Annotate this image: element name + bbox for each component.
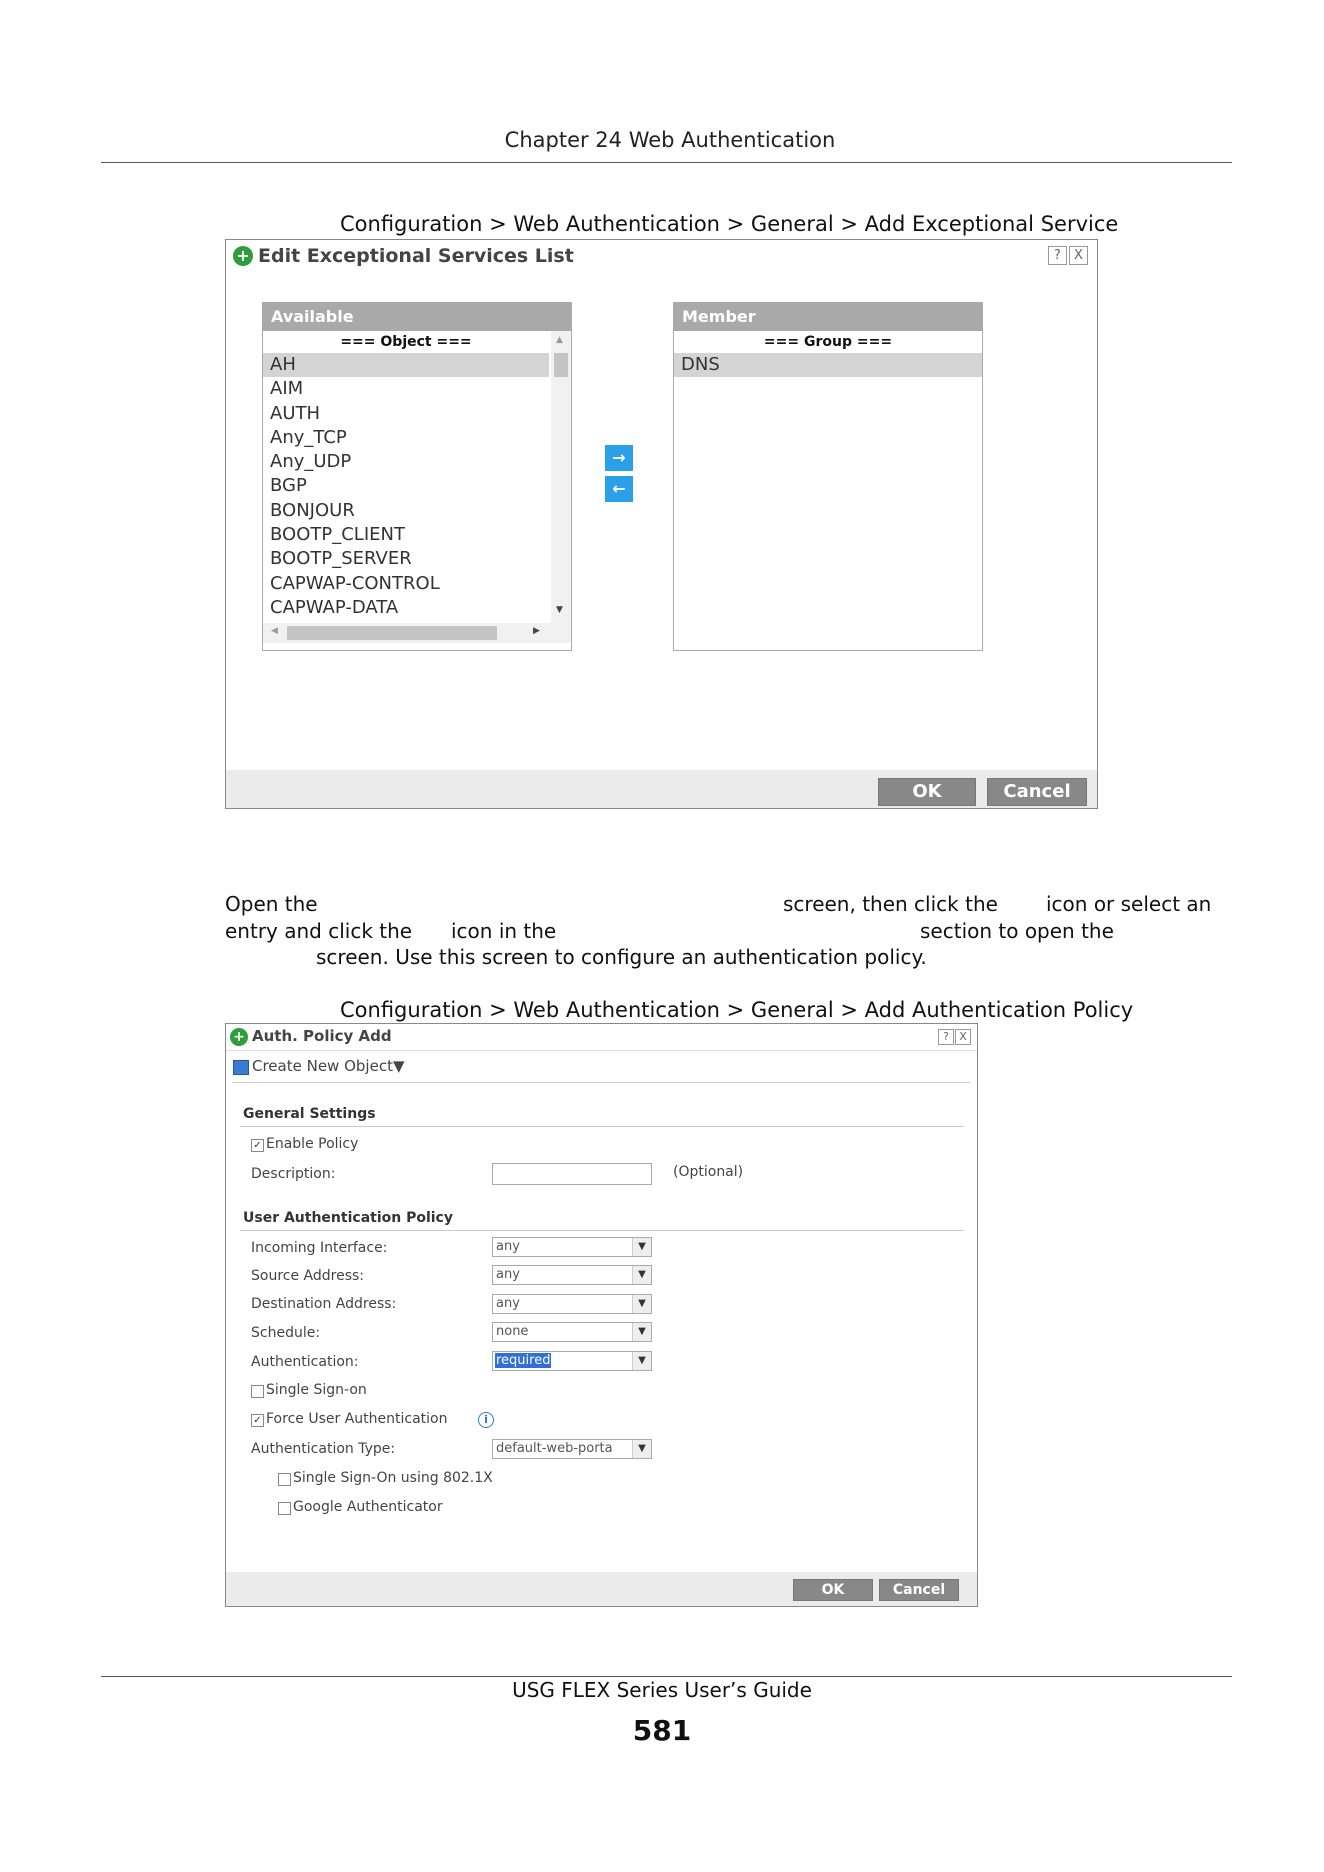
user-auth-policy-rule bbox=[240, 1230, 964, 1231]
authentication-select[interactable] bbox=[492, 1351, 652, 1371]
member-listbox[interactable] bbox=[673, 302, 983, 651]
header-rule bbox=[101, 162, 1232, 163]
single-sign-on-checkbox[interactable] bbox=[251, 1385, 264, 1398]
optional-label: (Optional) bbox=[673, 1164, 744, 1180]
vertical-scrollbar[interactable] bbox=[551, 331, 571, 623]
window-title: Auth. Policy Add bbox=[252, 1027, 392, 1045]
list-item[interactable]: CAPWAP-CONTROL bbox=[270, 572, 440, 594]
title-divider bbox=[226, 1050, 977, 1051]
schedule-label: Schedule: bbox=[251, 1325, 321, 1341]
list-item[interactable]: BOOTP_SERVER bbox=[270, 548, 412, 570]
para-line2-c: section to open the bbox=[920, 919, 1114, 943]
add-icon: + bbox=[233, 246, 253, 266]
create-new-object-menu[interactable]: Create New Object▼ bbox=[252, 1057, 405, 1075]
auth-type-value: default-web-porta bbox=[496, 1441, 613, 1456]
group-subheader: === Group === bbox=[763, 334, 893, 350]
chevron-down-icon[interactable]: ▼ bbox=[632, 1323, 651, 1341]
general-settings-heading: General Settings bbox=[243, 1106, 376, 1122]
destination-address-select[interactable] bbox=[492, 1294, 652, 1314]
incoming-interface-value: any bbox=[496, 1239, 520, 1254]
available-items bbox=[263, 353, 549, 620]
cancel-button[interactable]: Cancel bbox=[987, 778, 1087, 806]
list-item[interactable]: Any_UDP bbox=[270, 451, 352, 473]
list-item[interactable]: DNS bbox=[674, 353, 982, 377]
chevron-down-icon[interactable]: ▼ bbox=[632, 1266, 651, 1284]
source-address-value: any bbox=[496, 1267, 520, 1282]
auth-type-label: Authentication Type: bbox=[251, 1441, 396, 1457]
create-object-icon bbox=[233, 1060, 249, 1075]
member-header: Member bbox=[674, 303, 982, 331]
info-icon[interactable]: i bbox=[478, 1412, 494, 1428]
force-user-auth-label: Force User Authentication bbox=[266, 1411, 448, 1427]
help-icon[interactable]: ? bbox=[938, 1029, 954, 1045]
add-icon: + bbox=[230, 1028, 248, 1046]
list-item[interactable]: AUTH bbox=[270, 402, 321, 424]
chevron-down-icon[interactable]: ▼ bbox=[632, 1238, 651, 1256]
force-user-auth-checkbox[interactable]: ✓ bbox=[251, 1414, 264, 1427]
para-line3: screen. Use this screen to configure an authentication policy. bbox=[316, 945, 927, 969]
authentication-value: required bbox=[496, 1353, 551, 1368]
figure1-caption: Configuration > Web Authentication > General > Add Exceptional Service bbox=[340, 212, 1119, 236]
google-authenticator-checkbox[interactable] bbox=[278, 1502, 291, 1515]
google-authenticator-label: Google Authenticator bbox=[293, 1499, 443, 1515]
para-line1-c: icon or select an bbox=[1046, 892, 1212, 916]
incoming-interface-select[interactable] bbox=[492, 1237, 652, 1257]
general-settings-rule bbox=[240, 1126, 964, 1127]
enable-policy-label: Enable Policy bbox=[266, 1136, 359, 1152]
footer-rule bbox=[101, 1676, 1232, 1677]
list-item[interactable]: CAPWAP-DATA bbox=[270, 596, 399, 618]
toolbar-divider bbox=[232, 1082, 970, 1083]
scroll-right-icon[interactable]: ▶ bbox=[533, 626, 540, 636]
cancel-button[interactable]: Cancel bbox=[879, 1579, 959, 1601]
auth-type-select[interactable] bbox=[492, 1439, 652, 1459]
available-listbox[interactable] bbox=[262, 302, 572, 651]
window-title: Edit Exceptional Services List bbox=[258, 245, 574, 267]
incoming-interface-label: Incoming Interface: bbox=[251, 1240, 388, 1256]
para-line1-a: Open the bbox=[225, 892, 318, 916]
list-item[interactable]: Any_TCP bbox=[270, 426, 347, 448]
auth-policy-add-window bbox=[225, 1023, 978, 1607]
list-item[interactable]: AH bbox=[263, 353, 549, 377]
guide-title: USG FLEX Series User’s Guide bbox=[512, 1678, 812, 1702]
scroll-thumb[interactable] bbox=[554, 353, 568, 377]
chevron-down-icon[interactable]: ▼ bbox=[632, 1295, 651, 1313]
schedule-select[interactable] bbox=[492, 1322, 652, 1342]
close-icon[interactable]: X bbox=[1069, 246, 1088, 265]
object-subheader: === Object === bbox=[340, 334, 472, 350]
scroll-left-icon[interactable]: ◀ bbox=[271, 626, 278, 636]
chevron-down-icon[interactable]: ▼ bbox=[632, 1440, 651, 1458]
source-address-select[interactable] bbox=[492, 1265, 652, 1285]
page-number: 581 bbox=[632, 1714, 692, 1747]
list-item[interactable]: BOOTP_CLIENT bbox=[270, 524, 405, 546]
description-label: Description: bbox=[251, 1166, 336, 1182]
para-line1-b: screen, then click the bbox=[783, 892, 998, 916]
sso-8021x-label: Single Sign-On using 802.1X bbox=[293, 1470, 493, 1486]
sso-8021x-checkbox[interactable] bbox=[278, 1473, 291, 1486]
user-auth-policy-heading: User Authentication Policy bbox=[243, 1210, 453, 1226]
close-icon[interactable]: X bbox=[955, 1029, 971, 1045]
available-header: Available bbox=[263, 303, 571, 331]
list-item[interactable]: BONJOUR bbox=[270, 499, 355, 521]
list-item[interactable]: AIM bbox=[270, 378, 304, 400]
figure2-caption: Configuration > Web Authentication > General > Add Authentication Policy bbox=[340, 998, 1134, 1022]
enable-policy-checkbox[interactable]: ✓ bbox=[251, 1139, 264, 1152]
remove-member-arrow-icon[interactable]: ← bbox=[605, 476, 633, 502]
source-address-label: Source Address: bbox=[251, 1268, 365, 1284]
edit-exceptional-services-window bbox=[225, 239, 1098, 809]
destination-address-value: any bbox=[496, 1296, 520, 1311]
authentication-label: Authentication: bbox=[251, 1354, 359, 1370]
scroll-up-icon[interactable]: ▲ bbox=[556, 335, 563, 345]
single-sign-on-label: Single Sign-on bbox=[266, 1382, 367, 1398]
para-line2-a: entry and click the bbox=[225, 919, 413, 943]
ok-button[interactable]: OK bbox=[793, 1579, 873, 1601]
add-member-arrow-icon[interactable]: → bbox=[605, 445, 633, 471]
para-line2-b: icon in the bbox=[451, 919, 557, 943]
scroll-down-icon[interactable]: ▼ bbox=[556, 605, 563, 615]
horizontal-scrollbar[interactable] bbox=[263, 623, 571, 643]
hscroll-thumb[interactable] bbox=[287, 626, 497, 640]
destination-address-label: Destination Address: bbox=[251, 1296, 397, 1312]
ok-button[interactable]: OK bbox=[878, 778, 976, 806]
schedule-value: none bbox=[496, 1324, 529, 1339]
list-item[interactable]: BGP bbox=[270, 475, 307, 497]
help-icon[interactable]: ? bbox=[1048, 246, 1067, 265]
description-input[interactable] bbox=[492, 1163, 652, 1185]
chevron-down-icon[interactable]: ▼ bbox=[632, 1352, 651, 1370]
chapter-header: Chapter 24 Web Authentication bbox=[504, 128, 836, 152]
